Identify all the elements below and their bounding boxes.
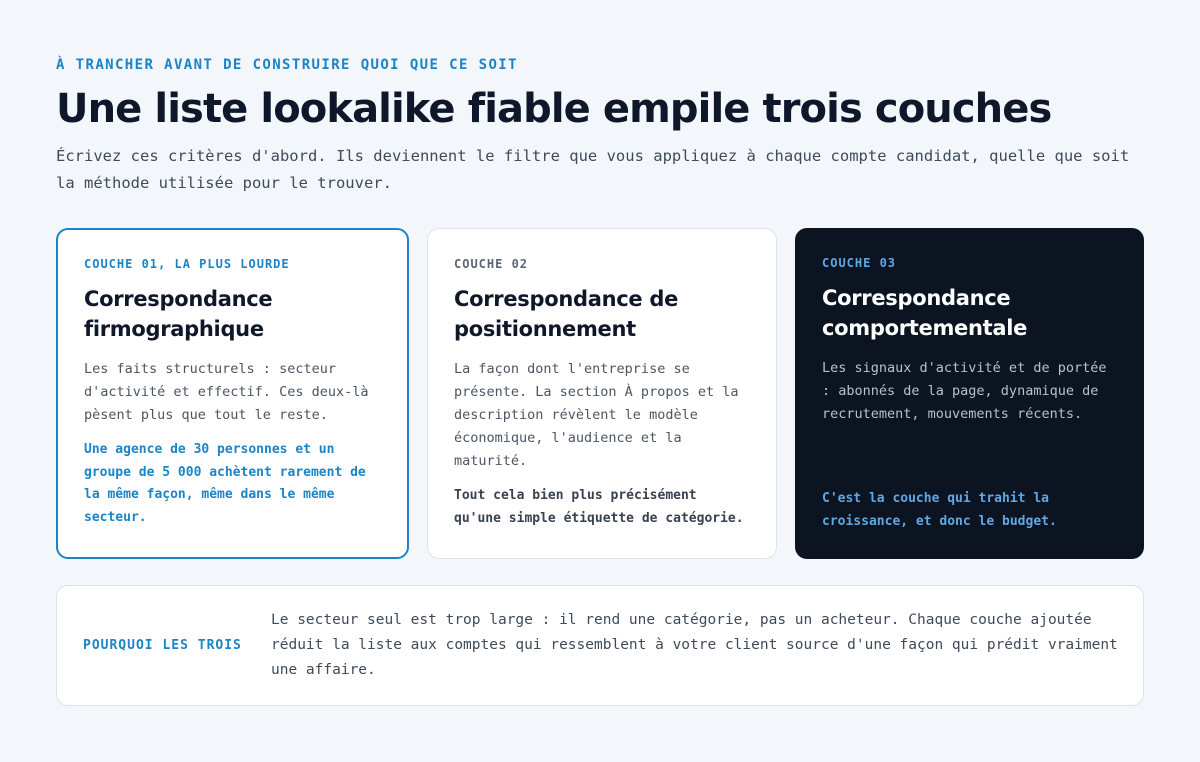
card-kicker: COUCHE 03 [822, 256, 897, 270]
card-body: La façon dont l'entreprise se présente. La section À propos et la description révèlent le modèle économique, l'audience et la maturité. [454, 361, 739, 469]
eyebrow: À TRANCHER AVANT DE CONSTRUIRE QUOI QUE CE SOIT [56, 57, 518, 73]
why-label: POURQUOI LES TROIS [83, 638, 242, 653]
card-body: Les faits structurels : secteur d'activité et effectif. Ces deux-là pèsent plus que tout le reste. [84, 361, 369, 423]
card-title: Correspondance firmographique [84, 287, 273, 341]
card-title: Correspondance de positionnement [454, 287, 679, 341]
layer-card-positioning [427, 228, 777, 559]
card-note: C'est la couche qui trahit la croissance, et donc le budget. [822, 491, 1057, 529]
layer-card-behavioral [795, 228, 1144, 559]
card-note: Une agence de 30 personnes et un groupe de 5 000 achètent rarement de la même façon, même dans le même secteur. [84, 442, 366, 525]
layer-card-firmographic [56, 228, 409, 559]
page-title: Une liste lookalike fiable empile trois couches [56, 86, 1052, 132]
card-kicker: COUCHE 01, LA PLUS LOURDE [84, 257, 290, 271]
layer-cards [56, 228, 1144, 559]
page-intro: Écrivez ces critères d'abord. Ils deviennent le filtre que vous appliquez à chaque compte candidat, quelle que soit la méthode utilisée pour le trouver. [56, 147, 1130, 192]
page [56, 55, 1144, 678]
why-three-panel [56, 585, 1144, 706]
card-title: Correspondance comportementale [822, 286, 1028, 340]
card-note: Tout cela bien plus précisément qu'une simple étiquette de catégorie. [454, 488, 744, 526]
card-body: Les signaux d'activité et de portée : abonnés de la page, dynamique de recrutement, mouvements récents. [822, 360, 1107, 422]
card-kicker: COUCHE 02 [454, 257, 529, 271]
why-text: Le secteur seul est trop large : il rend une catégorie, pas un acheteur. Chaque couche ajoutée réduit la liste aux comptes qui ressemblent à votre client source d'une façon qui prédit vraiment une affaire. [271, 612, 1118, 678]
